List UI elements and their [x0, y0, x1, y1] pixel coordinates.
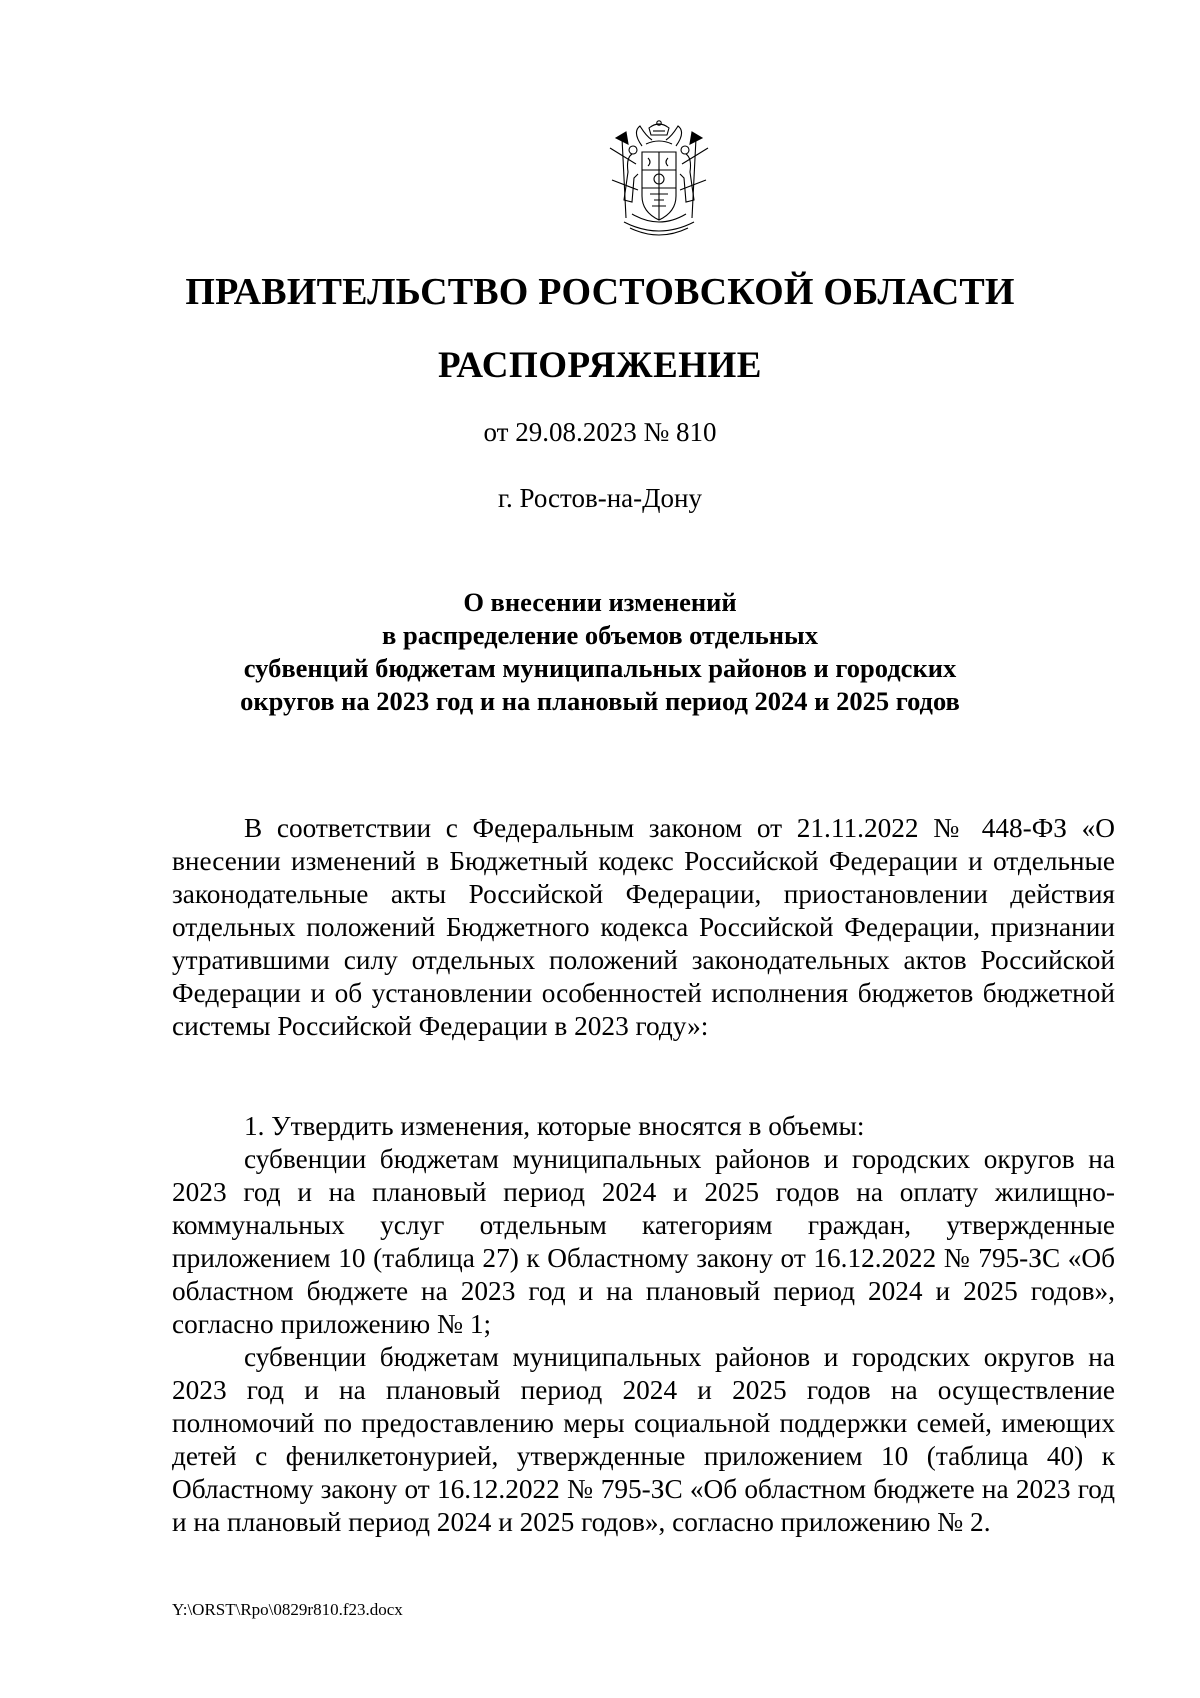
rostov-oblast-coat-of-arms-icon — [602, 118, 717, 242]
subject-line: О внесении изменений — [463, 587, 737, 617]
document-date-number: от 29.08.2023 № 810 — [483, 417, 717, 447]
document-type: РАСПОРЯЖЕНИЕ — [437, 345, 762, 386]
subject-line: округов на 2023 год и на плановый период 2024 и 2025 годов — [240, 686, 960, 716]
subject-line: субвенций бюджетам муниципальных районов и городских — [243, 653, 957, 683]
preamble-section — [172, 812, 1115, 1043]
document-city: г. Ростов-на-Дону — [497, 483, 702, 513]
subject-line: в распределение объемов отдельных — [382, 620, 818, 650]
government-title: ПРАВИТЕЛЬСТВО РОСТОВСКОЙ ОБЛАСТИ — [185, 271, 1015, 313]
item-1-subitem: субвенции бюджетам муниципальных районов и городских округов на 2023 год и на плановый период 2024 и 2025 годов на осуществление полномочий по предоставлению меры социальной поддержки семей, имеющих детей с фенилкетонурией, утвержденные приложением 10 (таблица 40) к Областному закону от 16.12.2022 № 795-ЗС «Об областном бюджете на 2023 год и на плановый период 2024 и 2025 годов», согласно приложению № 2. — [172, 1342, 1115, 1537]
order-items-section — [172, 1110, 1115, 1539]
document-subject — [0, 586, 1200, 718]
footer-file-path: Y:\ORST\Rpo\0829r810.f23.docx — [172, 1600, 403, 1619]
preamble-paragraph: В соответствии с Федеральным законом от 21.11.2022 № 448-ФЗ «О внесении изменений в Бюджетный кодекс Российской Федерации и отдельные законодательные акты Российской Федерации, приостановлении действия отдельных положений Бюджетного кодекса Российской Федерации, признании утратившими силу отдельных положений законодательных актов Российской Федерации и об установлении особенностей исполнения бюджетов бюджетной системы Российской Федерации в 2023 году»: — [172, 813, 1115, 1041]
item-1-subitem: субвенции бюджетам муниципальных районов и городских округов на 2023 год и на плановый период 2024 и 2025 годов на оплату жилищно-коммунальных услуг отдельным категориям граждан, утвержденные приложением 10 (таблица 27) к Областному закону от 16.12.2022 № 795-ЗС «Об областном бюджете на 2023 год и на плановый период 2024 и 2025 годов», согласно приложению № 1; — [172, 1144, 1115, 1339]
item-1-intro: 1. Утвердить изменения, которые вносятся в объемы: — [244, 1111, 865, 1141]
